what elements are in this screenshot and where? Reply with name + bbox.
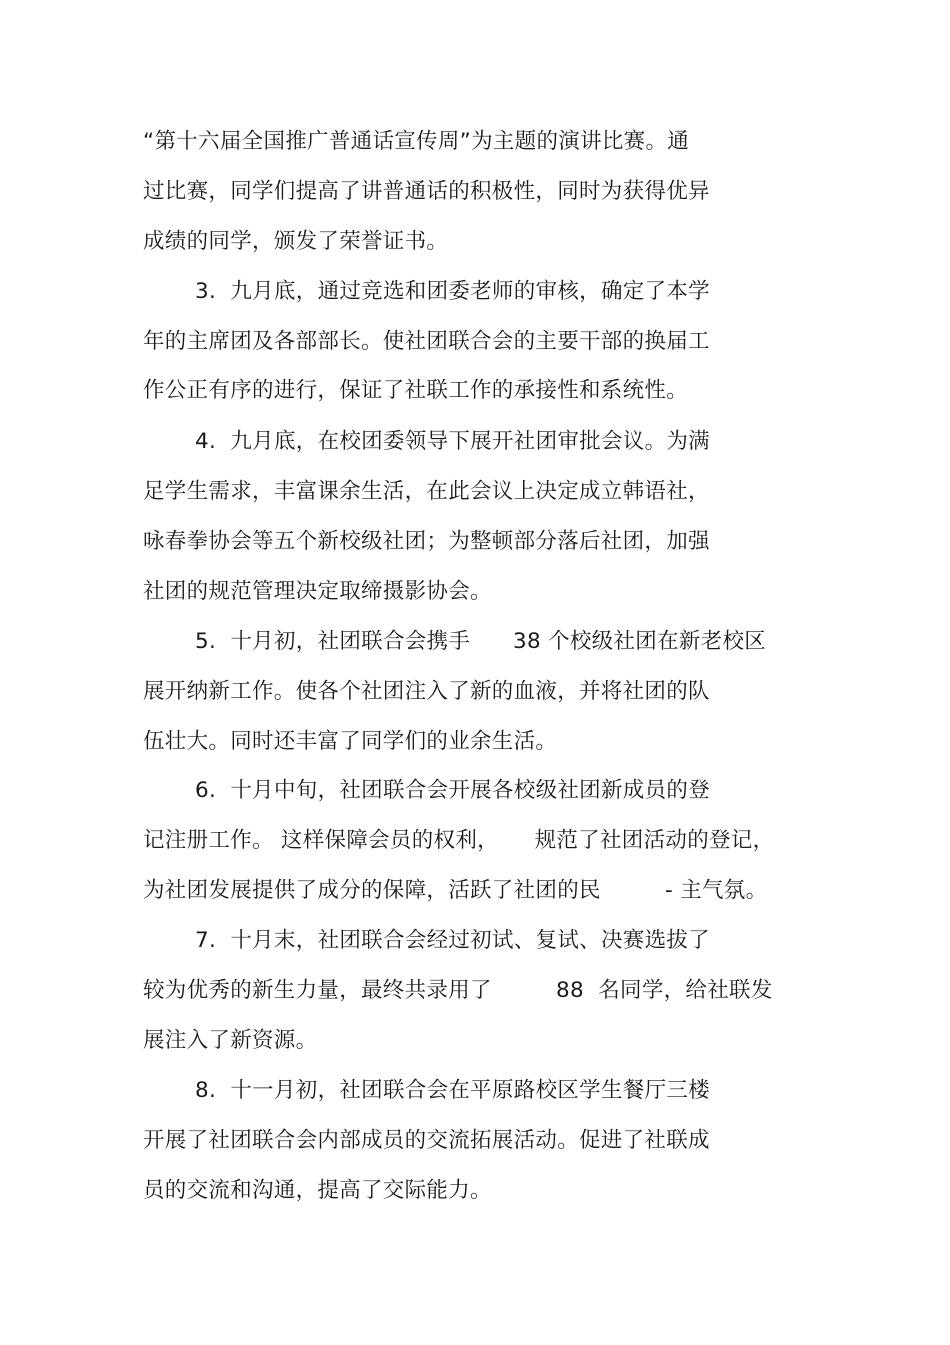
- paragraph-line: 咏春拳协会等五个新校级社团；为整顿部分落后社团，加强: [143, 529, 710, 554]
- paragraph-line: 4. 九月底，在校团委领导下展开社团审批会议。为满: [195, 429, 710, 454]
- paragraph-line: 年的主席团及各部部长。使社团联合会的主要干部的换届工: [143, 329, 710, 354]
- paragraph-line: 为社团发展提供了成分的保障，活跃了社团的民 - 主气氛。: [143, 878, 768, 903]
- paragraph-line: 6. 十月中旬，社团联合会开展各校级社团新成员的登: [195, 778, 710, 803]
- paragraph-line: 8. 十一月初，社团联合会在平原路校区学生餐厅三楼: [195, 1078, 710, 1103]
- paragraph-line: 伍壮大。同时还丰富了同学们的业余生活。: [143, 729, 558, 754]
- paragraph-line: 开展了社团联合会内部成员的交流拓展活动。促进了社联成: [143, 1128, 710, 1153]
- paragraph-line: 5. 十月初，社团联合会携手 38 个校级社团在新老校区: [195, 629, 767, 654]
- paragraph-line: 展开纳新工作。使各个社团注入了新的血液，并将社团的队: [143, 679, 710, 704]
- paragraph-line: 社团的规范管理决定取缔摄影协会。: [143, 579, 492, 604]
- paragraph-line: 记注册工作。 这样保障会员的权利， 规范了社团活动的登记，: [143, 828, 775, 853]
- paragraph-line: 足学生需求，丰富课余生活，在此会议上决定成立韩语社，: [143, 479, 710, 504]
- paragraph-line: 3. 九月底，通过竞选和团委老师的审核，确定了本学: [195, 279, 710, 304]
- paragraph-line: 过比赛，同学们提高了讲普通话的积极性，同时为获得优异: [143, 179, 710, 204]
- paragraph-line: “第十六届全国推广普通话宣传周”为主题的演讲比赛。通: [143, 129, 690, 154]
- paragraph-line: 7. 十月末，社团联合会经过初试、复试、决赛选拔了: [195, 928, 710, 953]
- paragraph-line: 成绩的同学，颁发了荣誉证书。: [143, 229, 449, 254]
- paragraph-line: 较为优秀的新生力量，最终共录用了 88 名同学，给社联发: [143, 978, 773, 1003]
- paragraph-line: 作公正有序的进行，保证了社联工作的承接性和系统性。: [143, 378, 689, 403]
- paragraph-line: 展注入了新资源。: [143, 1028, 318, 1053]
- paragraph-line: 员的交流和沟通，提高了交际能力。: [143, 1178, 492, 1203]
